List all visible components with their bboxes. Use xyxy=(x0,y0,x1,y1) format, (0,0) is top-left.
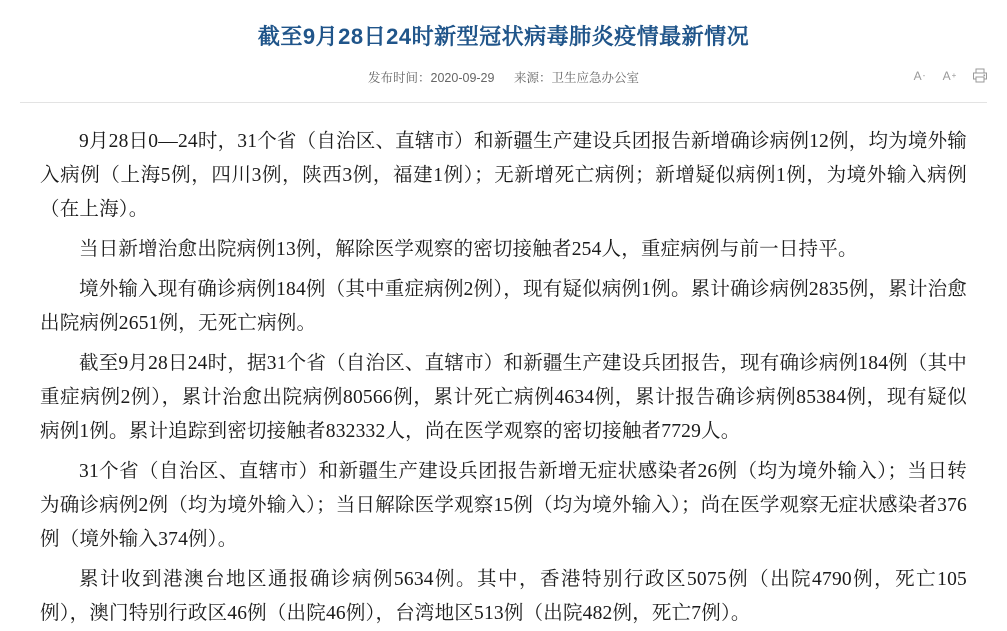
meta-row xyxy=(0,68,1007,90)
paragraph: 截至9月28日24时，据31个省（自治区、直辖市）和新疆生产建设兵团报告，现有确诊病例184例（其中重症病例2例），累计治愈出院病例80566例，累计死亡病例4634例，累计报告确诊病例85384例，现有疑似病例1例。累计追踪到密切接触者832332人，尚在医学观察的密切接触者7729人。 xyxy=(40,353,967,442)
source-label: 来源： xyxy=(513,71,552,85)
printer-icon xyxy=(972,68,988,83)
paragraph: 累计收到港澳台地区通报确诊病例5634例。其中，香港特别行政区5075例（出院4790例，死亡105例），澳门特别行政区46例（出院46例），台湾地区513例（出院482例，死亡7例）。 xyxy=(40,569,967,624)
paragraph: 境外输入现有确诊病例184例（其中重症病例2例），现有疑似病例1例。累计确诊病例2835例，累计治愈出院病例2651例，无死亡病例。 xyxy=(40,279,967,334)
article-body xyxy=(0,103,1007,631)
paragraph: 当日新增治愈出院病例13例，解除医学观察的密切接触者254人，重症病例与前一日持平。 xyxy=(79,239,858,260)
increase-font-label: A xyxy=(942,68,951,83)
paragraph: 31个省（自治区、直辖市）和新疆生产建设兵团报告新增无症状感染者26例（均为境外输入）；当日转为确诊病例2例（均为境外输入）；当日解除医学观察15例（均为境外输入）；尚在医学观察无症状感染者376例（境外输入374例）。 xyxy=(40,461,967,550)
decrease-font-sup: - xyxy=(922,70,926,80)
paragraph: 9月28日0—24时，31个省（自治区、直辖市）和新疆生产建设兵团报告新增确诊病例12例，均为境外输入病例（上海5例，四川3例，陕西3例，福建1例）；无新增死亡病例；新增疑似病例1例，为境外输入病例（在上海）。 xyxy=(40,131,967,220)
decrease-font-label: A xyxy=(913,68,922,83)
decrease-font-button[interactable] xyxy=(910,66,929,85)
source-value: 卫生应急办公室 xyxy=(551,71,639,85)
increase-font-sup: + xyxy=(951,70,957,80)
increase-font-button[interactable] xyxy=(940,66,959,85)
article-tools xyxy=(910,66,989,85)
page-title: 截至9月28日24时新型冠状病毒肺炎疫情最新情况 xyxy=(257,24,750,49)
publish-time-value: 2020-09-29 xyxy=(430,71,495,85)
publish-time-label: 发布时间： xyxy=(368,71,431,85)
publish-time xyxy=(368,68,494,86)
source xyxy=(514,68,639,86)
print-button[interactable] xyxy=(970,66,989,85)
title-bar xyxy=(0,0,1007,52)
